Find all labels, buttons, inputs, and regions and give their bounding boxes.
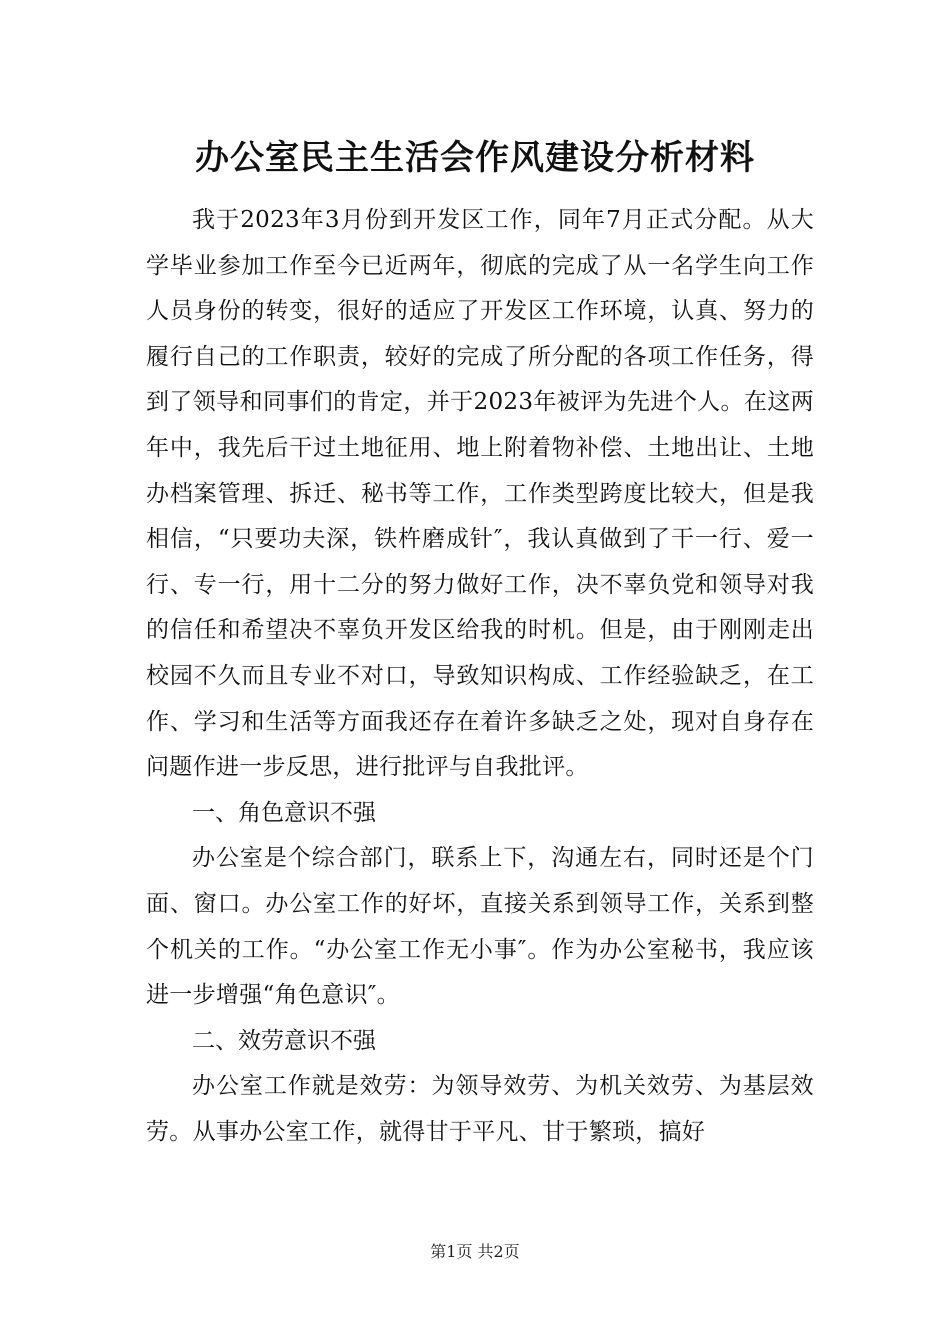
section-paragraph-service-awareness: 办公室工作就是效劳：为领导效劳、为机关效劳、为基层效劳。从事办公室工作，就得甘于平凡、甘于繁琐，搞好 [146, 1073, 814, 1145]
page-number-footer: 第1页 共2页 [430, 1242, 520, 1261]
section-paragraph-role-awareness: 办公室是个综合部门，联系上下，沟通左右，同时还是个门面、窗口。办公室工作的好坏，直接关系到领导工作，关系到整个机关的工作。“办公室工作无小事″。作为办公室秘书，我应该进一步增强“角色意识″。 [146, 845, 814, 1009]
document-body [146, 198, 814, 1155]
document-title: 办公室民主生活会作风建设分析材料 [195, 138, 755, 178]
section-heading-service-awareness: 二、效劳意识不强 [192, 1027, 376, 1054]
section-heading-role-awareness: 一、角色意识不强 [192, 799, 376, 826]
intro-paragraph: 我于2023年3月份到开发区工作，同年7月正式分配。从大学毕业参加工作至今已近两年，彻底的完成了从一名学生向工作人员身份的转变，很好的适应了开发区工作环境，认真、努力的履行自己的工作职责，较好的完成了所分配的各项工作任务，得到了领导和同事们的肯定，并于2023年被评为先进个人。在这两年中，我先后干过土地征用、地上附着物补偿、土地出让、土地办档案管理、拆迁、秘书等工作，工作类型跨度比较大，但是我相信，“只要功夫深，铁杵磨成针″，我认真做到了干一行、爱一行、专一行，用十二分的努力做好工作，决不辜负党和领导对我的信任和希望决不辜负开发区给我的时机。但是，由于刚刚走出校园不久而且专业不对口，导致知识构成、工作经验缺乏，在工作、学习和生活等方面我还存在着许多缺乏之处，现对自身存在问题作进一步反思，进行批评与自我批评。 [146, 207, 814, 781]
